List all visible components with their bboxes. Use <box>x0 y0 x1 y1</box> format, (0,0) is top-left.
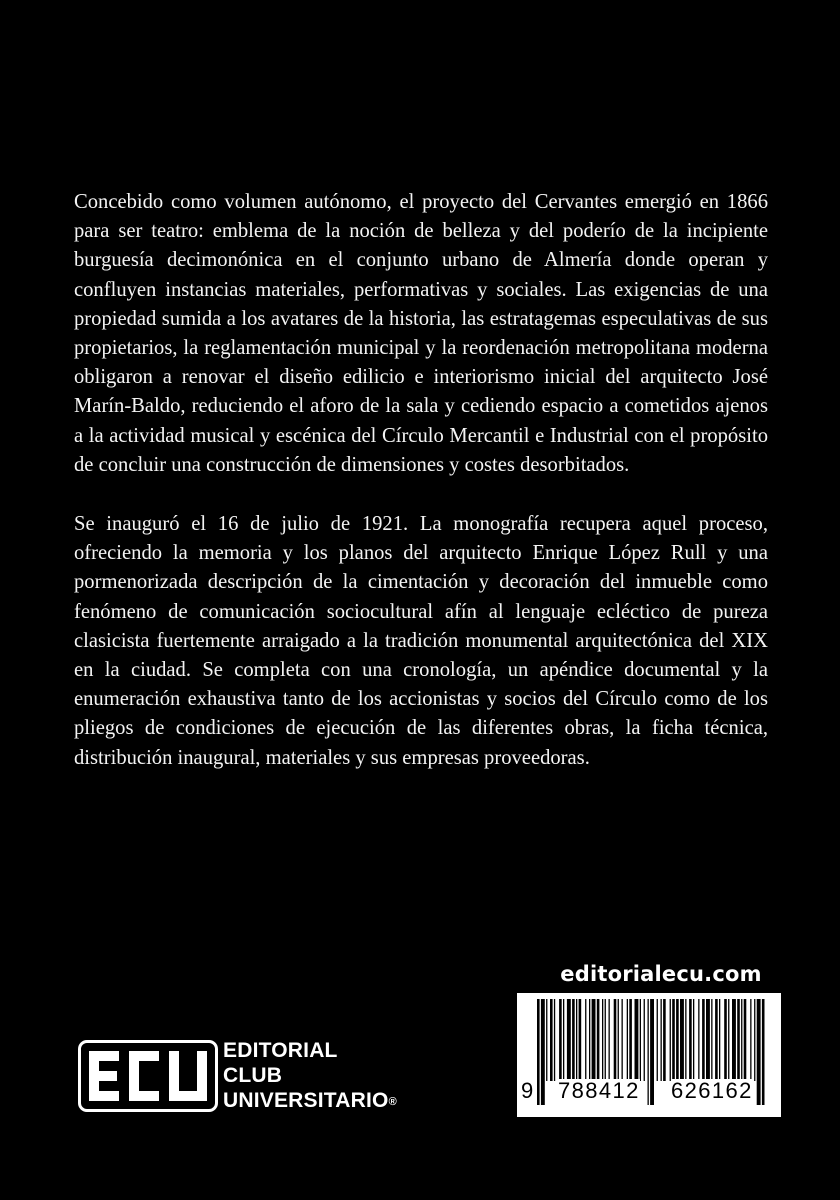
barcode-bar <box>605 999 606 1081</box>
publisher-name-line-1: EDITORIAL <box>223 1039 338 1062</box>
publisher-name-line-3: UNIVERSITARIO <box>223 1089 389 1112</box>
barcode-bar <box>728 999 729 1081</box>
barcode-bar <box>559 999 562 1081</box>
barcode-bar <box>754 999 755 1081</box>
barcode-bar <box>693 999 694 1081</box>
isbn-barcode <box>517 993 781 1117</box>
publisher-name <box>223 1038 397 1115</box>
barcode-bar <box>676 999 679 1081</box>
barcode-bar <box>715 999 718 1081</box>
barcode-bar <box>737 999 740 1081</box>
barcode-bar <box>732 999 736 1081</box>
barcode-bar <box>585 999 586 1081</box>
barcode-bar <box>618 999 619 1081</box>
barcode-bar <box>724 999 727 1081</box>
barcode-bar <box>635 999 639 1081</box>
isbn-right-group: 626162 <box>671 1078 753 1103</box>
blurb-paragraph-1: Concebido como volumen autónomo, el proyecto del Cervantes emergió en 1866 para ser teatro: emblema de la noción de belleza y del poderío de la incipiente burguesía decimonónica en el conjunto urbano de Almería donde operan y confluyen instancias materiales, performativas y sociales. Las exigencias de una propiedad sumida a los avatares de la historia, las estratagemas especulativas de sus propietarios, la reglamentación municipal y la reordenación metropolitana moderna obligaron a renovar el diseño edilicio e interiorismo inicial del arquitecto José Marín-Baldo, reduciendo el aforo de la sala y cediendo espacio a cometidos ajenos a la actividad musical y escénica del Círculo Mercantil e Industrial con el propósito de concluir una construcción de dimensiones y costes desorbitados. <box>74 191 768 476</box>
registered-mark: ® <box>388 1096 397 1108</box>
publisher-website: editorialecu.com <box>560 962 762 986</box>
barcode-bar <box>762 999 765 1105</box>
barcode-bar <box>627 999 628 1081</box>
publisher-name-line-3-wrap <box>223 1088 397 1115</box>
blurb-paragraph-2: Se inauguró el 16 de julio de 1921. La monografía recupera aquel proceso, ofreciendo la memoria y los planos del arquitecto Enrique López Rull y una pormenorizada descripción de la cimentación y decoración del inmueble como fenómeno de comunicación sociocultural afín al lenguaje ecléctico de pureza clasicista fuertemente arraigado a la tradición monumental arquitectónica del XIX en la ciudad. Se completa con una cronología, un apéndice documental y la enumeración exhaustiva tanto de los accionistas y socios del Círculo como de los pliegos de condiciones de ejecución de las diferentes obras, la ficha técnica, distribución inaugural, materiales y sus empresas proveedoras. <box>74 513 768 769</box>
isbn-lead-digit: 9 <box>521 1078 535 1103</box>
barcode-bar <box>567 999 571 1081</box>
barcode-bar <box>670 999 671 1081</box>
barcode-bar <box>572 999 575 1081</box>
ecu-logo-letters <box>81 1043 215 1109</box>
barcode-bar <box>750 999 751 1081</box>
barcode-bar <box>629 999 632 1081</box>
barcode-bar <box>706 999 710 1081</box>
barcode-bar <box>597 999 600 1081</box>
barcode-bar <box>689 999 692 1081</box>
barcode-bar <box>640 999 641 1081</box>
barcode-bar <box>757 999 761 1105</box>
barcode-bar <box>541 999 545 1105</box>
barcode-bar <box>744 999 747 1081</box>
barcode-bar <box>589 999 590 1081</box>
barcode-bar <box>537 999 540 1105</box>
barcode-bar <box>657 999 658 1081</box>
barcode-bar <box>546 999 547 1081</box>
barcode-bar <box>741 999 742 1081</box>
barcode-bar <box>672 999 675 1081</box>
barcode-bar <box>663 999 666 1081</box>
barcode-bar <box>661 999 662 1081</box>
barcode-bar <box>719 999 720 1081</box>
ecu-logo <box>78 1040 218 1112</box>
barcode-bar <box>685 999 686 1081</box>
barcode-bar <box>648 999 649 1105</box>
barcode-bar <box>609 999 610 1081</box>
barcode-bar <box>650 999 654 1105</box>
isbn-left-group: 788412 <box>558 1078 640 1103</box>
barcode-bar <box>622 999 623 1081</box>
barcode-bar <box>576 999 577 1081</box>
barcode-bar <box>644 999 645 1081</box>
barcode-bar <box>711 999 712 1081</box>
barcode-bar <box>563 999 564 1081</box>
barcode-bar <box>550 999 553 1081</box>
barcode-bar <box>680 999 684 1081</box>
publisher-name-line-2: CLUB <box>223 1064 283 1087</box>
barcode-bar <box>554 999 555 1081</box>
barcode-bar <box>579 999 582 1081</box>
barcode-bar <box>698 999 699 1081</box>
barcode-bar <box>614 999 617 1081</box>
barcode-bar <box>702 999 705 1081</box>
barcode-bar <box>592 999 596 1081</box>
blurb-text <box>74 188 768 803</box>
barcode-bar <box>602 999 603 1081</box>
